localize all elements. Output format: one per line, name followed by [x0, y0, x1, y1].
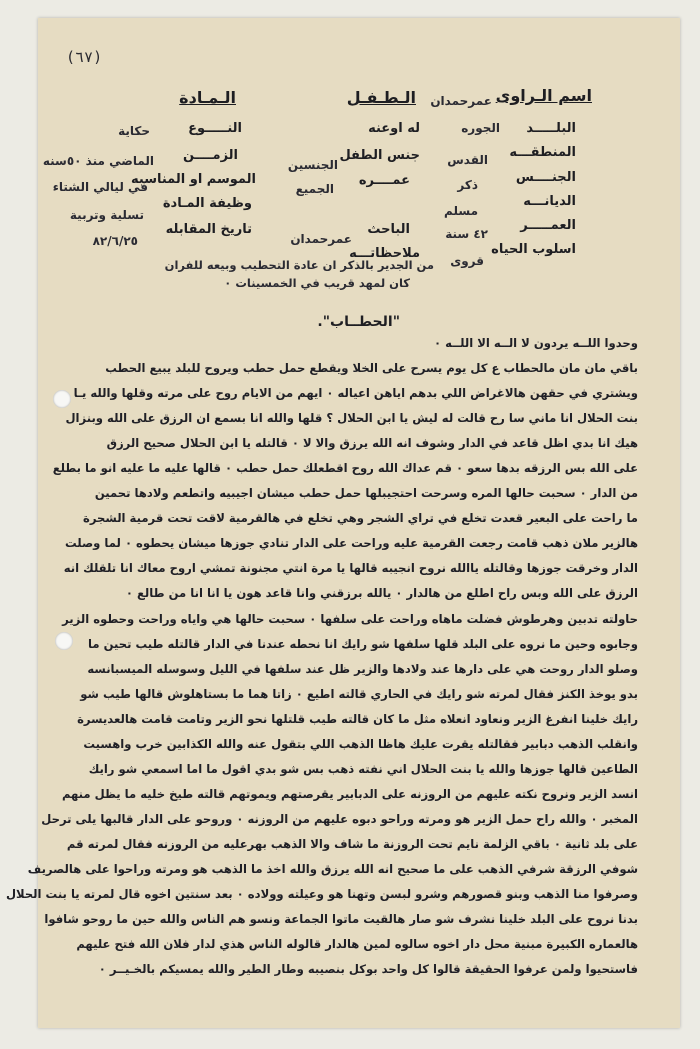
material-value: في ليالي الشتاء [52, 180, 148, 194]
body-line: هالزير ملان ذهب قامت رجعت القرمية عليه وراحت على الدار تنادي جوزها ميشان يحطوه ٠ لما وصلت [64, 536, 638, 550]
body-line: شوفي الرزقة شرفي الذهب على ما صحيح انه الله يرزق والله اخذ ما الذهب هو ومرته وراحوا على هالصريف [27, 862, 638, 876]
narrator-header: اسم الـراوى [495, 86, 592, 105]
body-line: باقي مان مان مالحطاب ع كل يوم يسرح على الخلا ويقطع حمل حطب ويروح للبلد يبيع الحطب [105, 361, 638, 375]
body-line: وصلو الدار روحت هي على دارها عند ولادها والزير ظل عند سلفها في الليل وسوسله الميسبانسه [87, 662, 638, 676]
body-line: الدار وخرقت جوزها وقالتله ياالله نروح انجيبه قالها يا مرة انتي مجنونة تمشي اروح معاك انا تلقلك انه [63, 561, 638, 575]
child-label: ملاحظاتـــه [349, 246, 420, 261]
child-value: الجميع [295, 182, 334, 196]
punch-hole [55, 632, 73, 650]
story-title: "الحطــاب". [317, 314, 400, 330]
child-value: الجنسين [287, 158, 338, 172]
body-line: وحدوا اللــه يردون لا الــه الا اللــه ٠ [434, 336, 638, 350]
body-line: رايك خلينا انفرغ الزير ونعاود انعلاه مثل ما كان قالته طيب قلتلها نحو الزير وتامت قامت هالعديسرة [77, 712, 638, 726]
page-number: (٦٧) [66, 48, 103, 66]
body-line: حاولته تدبين وهرطوش فضلت ماهاه وراحت على سلفها ٠ سحبت حالها هي واياه وراحت وحطوه الزير [62, 612, 638, 626]
material-value: حكاية [118, 124, 150, 138]
narrator-value: قروى [450, 254, 484, 268]
narrator-label: الجنــــس [515, 170, 576, 185]
body-line: ما راحت على البعير قعدت تخلع في تراي الشجر وهي تخلع في هالقرمية لاقت تحت قرمية الشجرة [82, 511, 638, 525]
body-line: بنت الحلال انا ماني سا رح قالت له ليش يا ابن الحلال ؟ قلها والله انا بسمع ان الرزق على الله وبنزال [65, 411, 638, 425]
body-line: الرزق على الله وبس راح اطلع من هالدار ٠ يالله برزقني وانا قاعد هون يا انا انا من طالع ٠ [125, 586, 638, 600]
narrator-label: اسلوب الحياه [491, 242, 576, 257]
body-line: على الله بس الرزقه بدها سعو ٠ قم عداك الله روح اقطعلك حمل حطب ٠ قالها عليه ما عليه انو ما بطلع [52, 461, 638, 475]
narrator-label: البلـــــد [526, 121, 576, 136]
body-line: بدو يوخذ الكنز فقال لمرته شو رايك في الحاري قالته اطيع ٠ زاتا هما ما بستاهلوش قالها طيب شو [80, 687, 638, 701]
notes-line: من الجدير بالذكر ان عادة التحطيب وبيعه للفران [164, 258, 434, 272]
material-value: الماضي منذ ٥٠سنه [42, 154, 154, 168]
child-value: عمرحمدان [290, 232, 352, 246]
material-value: ٨٢/٦/٢٥ [92, 234, 138, 248]
narrator-value: ذكر [457, 178, 478, 192]
body-line: فاستحيوا ولمن عرفوا الحقيقة قالوا كل واحد بوكل بنصيبه وطار الطير والله يمسيكم بالخـيــر ٠ [98, 962, 638, 976]
body-line: وانقلب الذهب دبابير فقالتله يقرت عليك هاظا الذهب اللي بتقول عنه والله الكذابين خرب واهسيت [83, 737, 638, 751]
child-label: الباحث [367, 222, 410, 237]
narrator-label: الديانـــه [523, 194, 576, 209]
material-value: تسلية وتربية [69, 208, 144, 222]
material-label: الزمــــن [183, 148, 238, 163]
material-label: تاريخ المقابله [165, 222, 252, 237]
narrator-value: مسلم [444, 204, 478, 218]
body-line: المخبر ٠ والله راح حمل الزير هو ومرته وراحو دبوه عليهم من الروزنه ٠ وروحو على الدار قالبها يلى ترحل [41, 812, 638, 826]
body-line: هيك انا بدي اظل قاعد في الدار وشوف انه الله يرزق والا لا ٠ قالتله يا ابن الحلال صحيح الرزق [106, 436, 638, 450]
body-line: بدنا نروح على البلد خلينا نشرف شو صار هالقيت ماتوا الجماعة ونسو هم الناس والله حين ما روحو شافوا [44, 912, 638, 926]
child-header: الـطـفـل [346, 88, 416, 107]
narrator-value: ٤٢ سنة [445, 227, 488, 241]
body-line: هالعماره الكبيرة مبنية محل دار اخوه سالوه لمين هالدار قالوله الناس هذي لدار فلان الله فتح عليهم [76, 937, 638, 951]
body-line: من الدار ٠ سحبت حالها المره وسرحت احتجيبلها حمل حطب ميشان اجيبيه واتطعم ولادها تحمين [94, 486, 638, 500]
material-label: النـــــوع [188, 121, 242, 136]
body-line: الطاعين قالها جوزها والله يا بنت الحلال اني نفته ذهب بس شو بدي اقول ما اما اسمعي شو رايك [88, 762, 638, 776]
narrator-label: المنطقـــه [509, 145, 576, 160]
narrator-label: العمـــــر [520, 218, 576, 233]
body-line: وجابوه وحين ما نروه على البلد قلها سلفها شو رايك انا نحطه عندنا في الدار قالتله طيب تحين ما [88, 637, 638, 651]
child-label: عمــــره [358, 173, 410, 188]
punch-hole [53, 390, 71, 408]
material-label: الموسم او المناسبه [131, 172, 256, 187]
body-line: ويشتري في حقهن هالاغراض اللي بدهم اياهن اعياله ٠ ايهم من الايام روح على مرته وقلها والله يـا [73, 386, 638, 400]
body-line: وصرفوا منا الذهب وبنو قصورهم وشرو لبسن وتهنا هو وعيلته وولاده ٠ بعد سنتين اخوه قال لمرته يا بنت الحلال [5, 887, 638, 901]
body-line: انسد الزير ونروح نكته عليهم من الروزنه على الدبابير يقرصتهم ويموتهم قالته طيخ خليه ما يظل منهم [61, 787, 638, 801]
narrator-name: عمرحمدان [430, 94, 492, 108]
material-label: وظيفة المـادة [162, 196, 252, 211]
body-line: على بلد ثانية ٠ باقي الزلمة نايم تحت الروزنة ما شاف والا الذهب بهرعليه من الروزنه فقال لمرته قم [66, 837, 638, 851]
narrator-value: القدس [447, 153, 488, 167]
child-label: جنس الطفل [339, 148, 420, 163]
material-header: الـمـادة [179, 88, 236, 107]
notes-line: كان لمهد قريب في الخمسينات ٠ [224, 276, 410, 290]
child-label: له اوعنه [368, 121, 420, 136]
narrator-value: الجوره [461, 121, 500, 135]
